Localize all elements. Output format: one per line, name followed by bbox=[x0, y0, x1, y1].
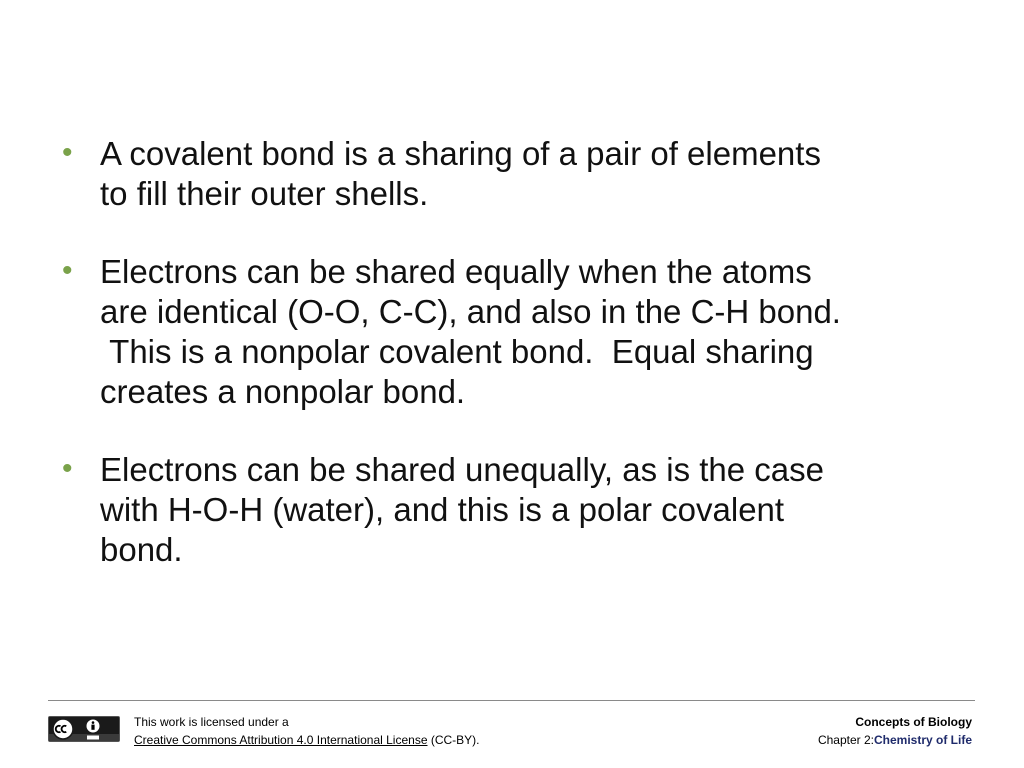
license-notice bbox=[134, 713, 480, 749]
chapter-line bbox=[818, 731, 972, 749]
bullet-item bbox=[60, 134, 960, 214]
chapter-name: Chemistry of Life bbox=[873, 733, 972, 747]
license-line: This work is licensed under a bbox=[134, 715, 289, 729]
license-link[interactable]: Creative Commons Attribution 4.0 International License bbox=[134, 733, 428, 747]
book-title: Concepts of Biology bbox=[855, 715, 972, 729]
bullet-item bbox=[60, 450, 960, 570]
bullet-text: Electrons can be shared unequally, as is the case with H-O-H (water), and this is a polar covalent bond. bbox=[100, 451, 824, 568]
footer-divider bbox=[48, 700, 975, 701]
bullet-text: Electrons can be shared equally when the atoms are identical (O-O, C-C), and also in the C-H bond. This is a nonpolar covalent bond. Equal sharing creates a nonpolar bond. bbox=[100, 253, 841, 410]
chapter-prefix: Chapter 2: bbox=[817, 733, 874, 747]
bullet-list bbox=[60, 134, 960, 608]
license-suffix: (CC-BY). bbox=[427, 733, 480, 747]
bullet-icon: • bbox=[62, 452, 73, 485]
license-link-line bbox=[134, 731, 480, 749]
bullet-icon: • bbox=[62, 254, 73, 287]
bullet-item bbox=[60, 252, 960, 412]
book-info bbox=[818, 713, 972, 749]
cc-by-license-icon bbox=[48, 716, 120, 742]
bullet-text: A covalent bond is a sharing of a pair of elements to fill their outer shells. bbox=[100, 135, 821, 212]
bullet-icon: • bbox=[62, 136, 73, 169]
